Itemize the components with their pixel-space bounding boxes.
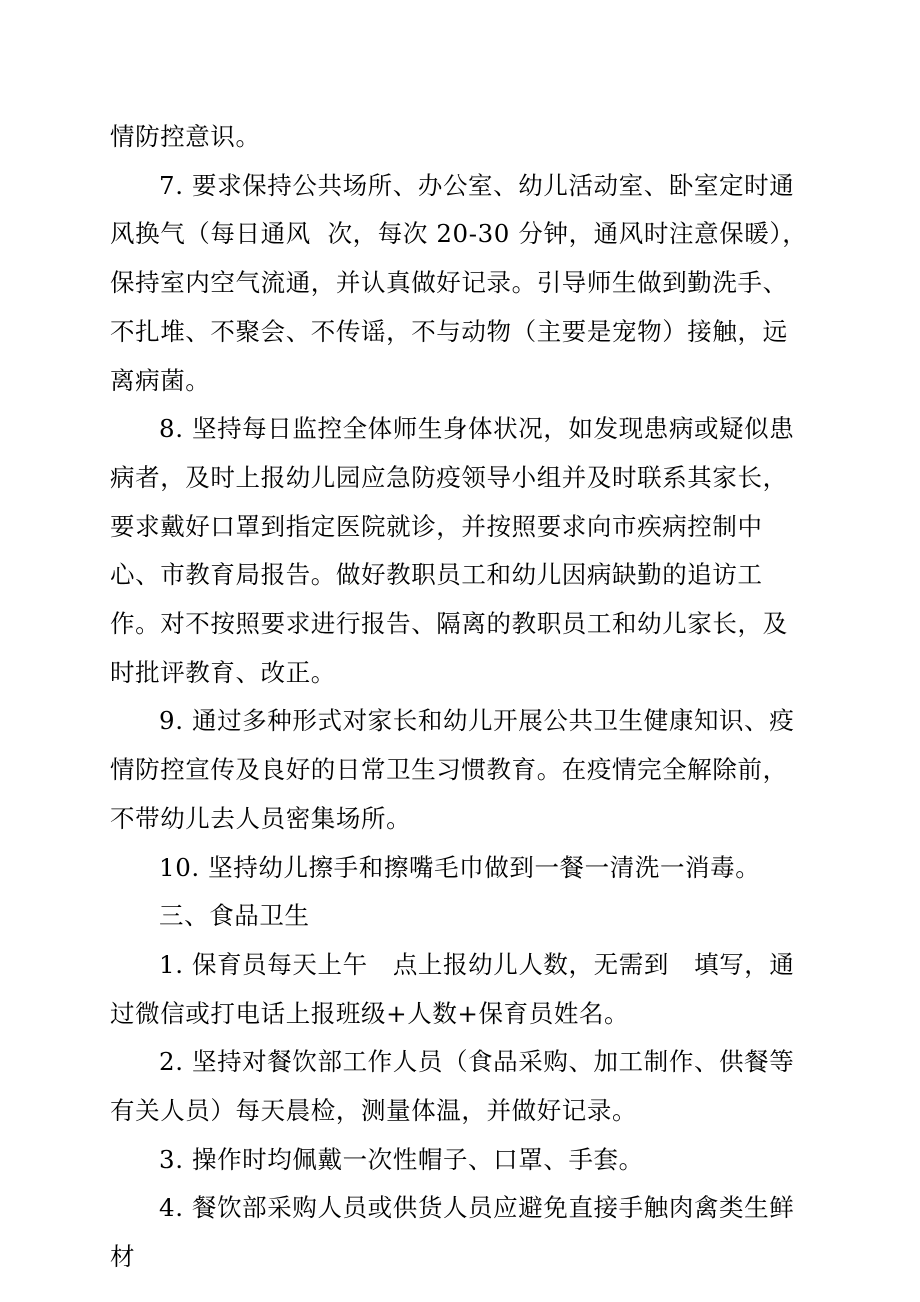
document-body (110, 113, 810, 1282)
paragraph-food-item-2: 2. 坚持对餐饮部工作人员（食品采购、加工制作、供餐等有关人员）每天晨检，测量体温，并做好记录。 (110, 1047, 795, 1126)
paragraph-food-item-4: 4. 餐饮部采购人员或供货人员应避免直接手触肉禽类生鲜材 (110, 1193, 795, 1272)
paragraph-item-10: 10. 坚持幼儿擦手和擦嘴毛巾做到一餐一清洗一消毒。 (159, 852, 761, 882)
paragraph-continuation: 情防控意识。 (110, 122, 261, 151)
paragraph-food-item-1: 1. 保育员每天上午 点上报幼儿人数，无需到 填写，通过微信或打电话上报班级+人数+保育员姓名。 (110, 949, 795, 1028)
paragraph-item-7: 7. 要求保持公共场所、办公室、幼儿活动室、卧室定时通风换气（每日通风 次，每次 20-30 分钟，通风时注意保暖），保持室内空气流通，并认真做好记录。引导师生做到勤洗手、不扎堆、不聚会、不传谣，不与动物（主要是宠物）接触，远离病菌。 (110, 170, 808, 395)
paragraph-food-item-3: 3. 操作时均佩戴一次性帽子、口罩、手套。 (159, 1144, 644, 1174)
section-heading-food-hygiene: 三、食品卫生 (159, 901, 310, 931)
paragraph-item-8: 8. 坚持每日监控全体师生身体状况，如发现患病或疑似患病者，及时上报幼儿园应急防疫领导小组并及时联系其家长，要求戴好口罩到指定医院就诊，并按照要求向市疾病控制中心、市教育局报告。做好教职员工和幼儿因病缺勤的追访工作。对不按照要求进行报告、隔离的教职员工和幼儿家长，及时批评教育、改正。 (110, 414, 795, 687)
paragraph-item-9: 9. 通过多种形式对家长和幼儿开展公共卫生健康知识、疫情防控宣传及良好的日常卫生习惯教育。在疫情完全解除前，不带幼儿去人员密集场所。 (110, 706, 795, 833)
